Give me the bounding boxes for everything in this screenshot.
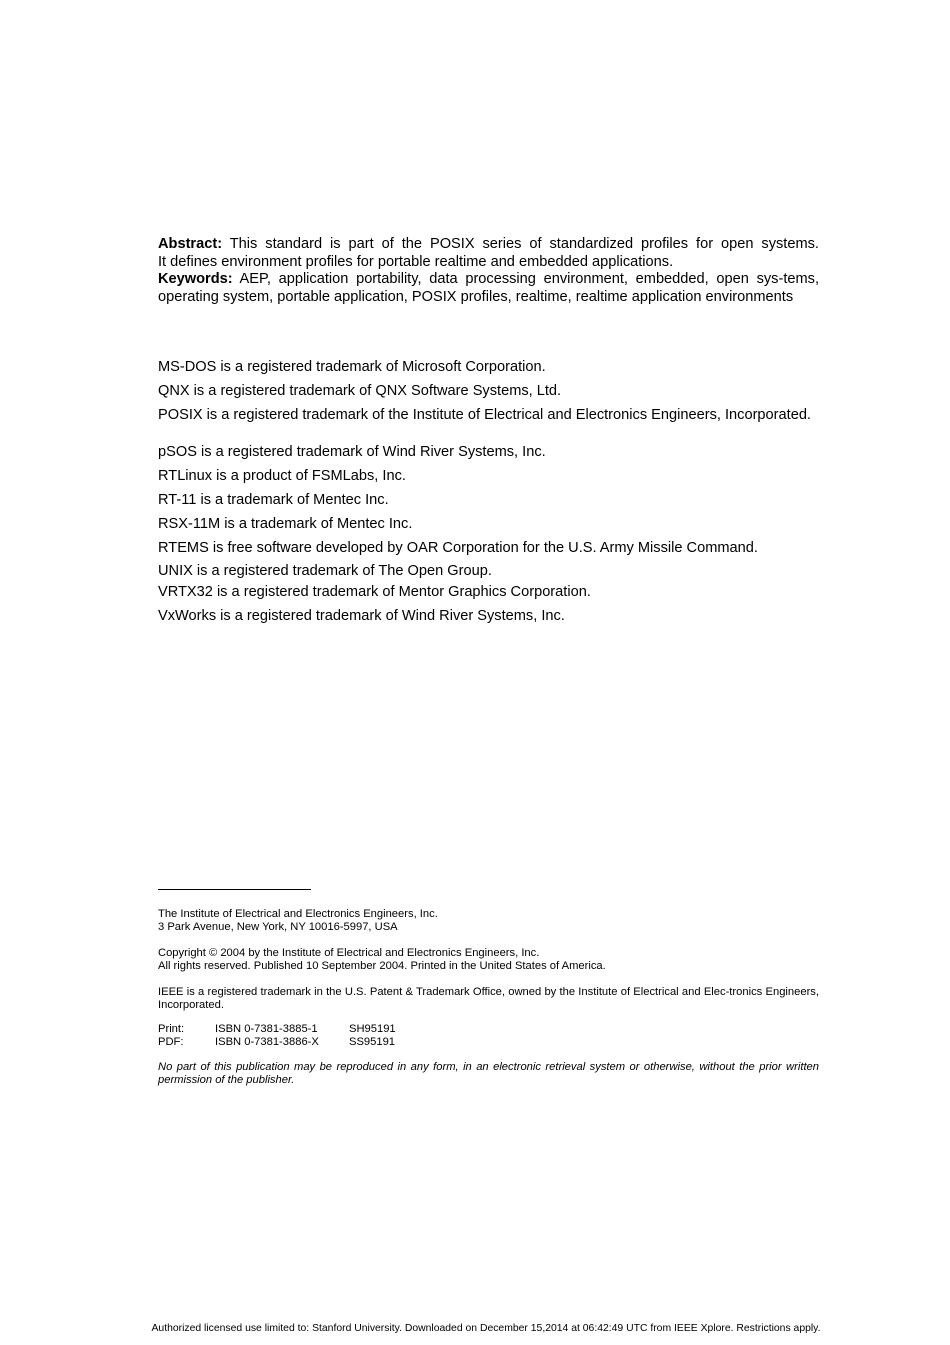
trademark-psos: pSOS is a registered trademark of Wind River Systems, Inc. [158, 444, 546, 460]
isbn-row-pdf [158, 1036, 819, 1049]
trademark-rt-11: RT-11 is a trademark of Mentec Inc. [158, 492, 389, 508]
isbn-row-print [158, 1023, 819, 1036]
abstract-label: Abstract: [158, 236, 223, 252]
publisher-address: 3 Park Avenue, New York, NY 10016-5997, USA [158, 921, 398, 933]
trademark-rtlinux: RTLinux is a product of FSMLabs, Inc. [158, 468, 406, 484]
license-footer: Authorized licensed use limited to: Stanford University. Downloaded on December 15,2014 at 06:42:49 UTC from IEEE Xplore. Restrictions apply. [151, 1323, 821, 1334]
isbn-code: SH95191 [349, 1023, 396, 1035]
trademark-vxworks: VxWorks is a registered trademark of Wind River Systems, Inc. [158, 608, 565, 624]
abstract-paragraph [158, 236, 819, 271]
isbn-number: ISBN 0-7381-3885-1 [215, 1023, 318, 1035]
isbn-code: SS95191 [349, 1036, 396, 1048]
footnote-divider [158, 889, 311, 890]
copyright-line-1: Copyright © 2004 by the Institute of Electrical and Electronics Engineers, Inc. [158, 947, 540, 959]
ieee-trademark-notice: IEEE is a registered trademark in the U.S. Patent & Trademark Office, owned by the Institute of Electrical and Elec-tronics Engineers, Incorporated. [158, 986, 819, 1011]
trademark-ms-dos: MS-DOS is a registered trademark of Microsoft Corporation. [158, 359, 546, 375]
keywords-paragraph [158, 271, 819, 306]
trademark-unix: UNIX is a registered trademark of The Open Group. [158, 563, 492, 579]
keywords-text: AEP, application portability, data processing environment, embedded, open sys-tems, operating system, portable application, POSIX profiles, realtime, realtime application environments [158, 271, 820, 305]
isbn-number: ISBN 0-7381-3886-X [215, 1036, 319, 1048]
trademark-rtems: RTEMS is free software developed by OAR Corporation for the U.S. Army Missile Command. [158, 540, 758, 556]
copyright-line-2: All rights reserved. Published 10 September 2004. Printed in the United States of America. [158, 960, 606, 972]
trademark-qnx: QNX is a registered trademark of QNX Software Systems, Ltd. [158, 383, 562, 399]
isbn-table [158, 1023, 819, 1049]
copyright-info [158, 947, 819, 973]
abstract-line-2: It defines environment profiles for portable realtime and embedded applications. [158, 253, 674, 270]
trademark-vrtx32: VRTX32 is a registered trademark of Mentor Graphics Corporation. [158, 584, 591, 600]
abstract-section [158, 236, 819, 306]
isbn-label: Print: [158, 1023, 185, 1035]
publisher-info [158, 908, 819, 934]
publisher-name: The Institute of Electrical and Electronics Engineers, Inc. [158, 908, 438, 920]
rights-notice: No part of this publication may be reproduced in any form, in an electronic retrieval system or otherwise, without the prior written permission of the publisher. [158, 1061, 819, 1086]
abstract-line-1: This standard is part of the POSIX series of standardized profiles for open systems. [229, 236, 819, 252]
isbn-label: PDF: [158, 1036, 184, 1048]
trademark-rsx-11m: RSX-11M is a trademark of Mentec Inc. [158, 516, 413, 532]
keywords-label: Keywords: [158, 271, 233, 288]
trademark-posix: POSIX is a registered trademark of the Institute of Electrical and Electronics Engineers, Incorporated. [158, 407, 811, 423]
